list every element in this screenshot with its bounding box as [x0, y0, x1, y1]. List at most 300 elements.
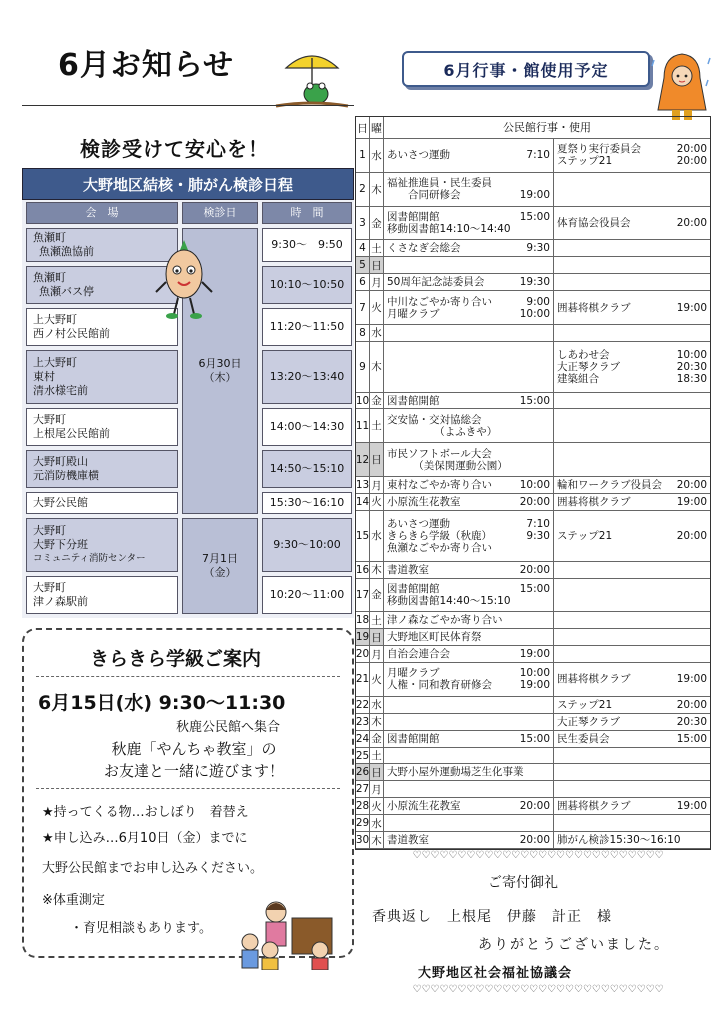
hall-usage [554, 781, 710, 797]
event-name: 囲碁将棋クラブ [557, 495, 631, 508]
event-time: 19:00 [676, 301, 707, 314]
weekday: 火 [370, 798, 384, 814]
day-number: 22 [355, 698, 370, 711]
venue-name: 魚瀬町 [33, 231, 66, 244]
class-item-consult: ・育児相談もあります。 [70, 921, 212, 936]
event-line [557, 673, 707, 685]
event-line [387, 518, 550, 530]
day-number: 16 [355, 563, 370, 576]
event-name: 囲碁将棋クラブ [557, 301, 631, 314]
event-time: 20:00 [676, 479, 707, 492]
calendar-row [356, 139, 710, 173]
weekday: 月 [370, 274, 384, 290]
weekday: 日 [370, 764, 384, 780]
day-number: 11 [356, 409, 370, 442]
event-line [557, 716, 707, 728]
table-row [26, 350, 178, 404]
event-line [557, 373, 707, 385]
class-message-line: お友達と一緒に遊びます！ [103, 762, 284, 780]
event-name: 大正琴クラブ [557, 360, 620, 373]
event-line [387, 766, 550, 778]
event-time: 15:00 [519, 394, 550, 407]
heart-border-bottom: ♡♡♡♡♡♡♡♡♡♡♡♡♡♡♡♡♡♡♡♡♡♡♡♡♡♡♡♡ [412, 984, 664, 995]
venue-name: 上大野町 [33, 356, 77, 369]
event-line [387, 395, 550, 407]
venue-detail: 大野下分班 [33, 538, 88, 551]
calendar-row [356, 325, 710, 342]
event-time: 20:00 [519, 834, 550, 847]
class-item-weight: ※体重測定 [42, 893, 105, 908]
event-name: 肺がん検診15:30〜16:10 [557, 834, 681, 847]
event-time: 20:30 [676, 715, 707, 728]
header-weekday: 曜 [370, 117, 384, 138]
event-name: 移動図書館14:10〜14:40 [387, 223, 511, 235]
event-time [546, 460, 550, 472]
event-time: 20:00 [676, 217, 707, 229]
class-message [64, 738, 324, 782]
event-line [387, 211, 550, 223]
day-number: 28 [355, 800, 370, 813]
event-time: 18:30 [676, 372, 707, 385]
weekday: 水 [370, 815, 384, 831]
event-time: 20:00 [676, 698, 707, 711]
event-name: ステップ21 [557, 155, 613, 168]
hall-events [384, 612, 554, 628]
weekday: 土 [370, 748, 384, 764]
day-number: 2 [356, 173, 370, 206]
calendar-row [356, 257, 710, 274]
hall-usage [554, 646, 710, 662]
mascot-character-icon [152, 238, 216, 320]
event-line [387, 308, 550, 320]
event-time [546, 766, 550, 778]
hall-events [384, 646, 554, 662]
calendar-row [356, 274, 710, 291]
event-name: 月曜クラブ [387, 307, 440, 320]
hall-events [384, 731, 554, 747]
event-name: 市民ソフトボール大会 [387, 447, 492, 460]
day-number: 6 [356, 274, 370, 290]
hall-events [384, 781, 554, 797]
header-events: 公民館行事・使用 [503, 120, 591, 134]
event-time: 20:00 [519, 563, 550, 576]
calendar-row [356, 173, 710, 207]
event-time: 20:30 [676, 360, 707, 373]
event-name: 図書館開館 [387, 394, 440, 407]
day-number: 24 [355, 732, 370, 745]
hall-usage [554, 748, 710, 764]
calendar-row [356, 798, 710, 815]
raincoat-child-icon [650, 50, 714, 122]
event-time [546, 614, 550, 626]
weekday: 日 [370, 629, 384, 645]
schedule-title: 大野地区結核・肺がん検診日程 [22, 168, 354, 200]
venue-detail: 東村 [33, 370, 55, 383]
weekday: 土 [370, 240, 384, 256]
hall-events [384, 764, 554, 780]
calendar-row [356, 443, 710, 477]
class-title: きらきら学級ご案内 [90, 648, 262, 670]
event-name: 移動図書館14:40〜15:10 [387, 594, 511, 607]
hall-usage [554, 511, 710, 561]
hall-events [384, 291, 554, 324]
day-number: 18 [355, 614, 370, 627]
event-name: 小原流生花教室 [387, 495, 461, 508]
event-line [387, 276, 550, 288]
weekday: 金 [370, 393, 384, 409]
event-name: きらきら学級（秋鹿） [387, 529, 492, 542]
event-time: 15:00 [519, 732, 550, 745]
time-cell: 10:20〜11:00 [262, 576, 352, 614]
event-line [387, 614, 550, 626]
event-line [557, 496, 707, 508]
hall-usage [554, 663, 710, 696]
calendar-row [356, 291, 710, 325]
event-line [387, 648, 550, 660]
class-item-bring: ★持ってくる物…おしぼり 着替え [42, 805, 249, 820]
event-time: 19:00 [519, 189, 550, 202]
event-time [546, 631, 550, 643]
event-time: 20:00 [519, 495, 550, 508]
header-time: 時 間 [262, 202, 352, 224]
event-time: 19:00 [676, 800, 707, 813]
event-name: 囲碁将棋クラブ [557, 800, 631, 813]
event-time: 15:00 [676, 732, 707, 745]
hall-events [384, 562, 554, 578]
event-time [546, 595, 550, 607]
calendar-row [356, 629, 710, 646]
hall-usage [554, 342, 710, 392]
event-line [387, 414, 550, 426]
day-number: 13 [355, 479, 370, 492]
event-line [387, 448, 550, 460]
date-day: 7月1日 [202, 552, 238, 565]
venue-name: 大野町 [33, 581, 66, 594]
event-time: 7:10 [526, 149, 550, 162]
event-time: 15:00 [519, 582, 550, 595]
venue-detail: 西ノ村公民館前 [33, 327, 110, 340]
dashed-divider [36, 788, 340, 789]
venue-name: 魚瀬町 [33, 271, 66, 284]
event-line [387, 530, 550, 542]
day-number: 19 [355, 631, 370, 644]
hall-usage [554, 731, 710, 747]
weekday: 土 [370, 612, 384, 628]
event-line [387, 542, 550, 554]
event-time [546, 223, 550, 235]
event-time: 19:00 [676, 673, 707, 686]
events-calendar [355, 116, 711, 850]
venue-name: 大野公民館 [33, 496, 88, 509]
day-number: 17 [356, 579, 370, 612]
weekday: 月 [370, 646, 384, 662]
event-name: 小原流生花教室 [387, 800, 461, 813]
event-time [546, 542, 550, 554]
event-name: 囲碁将棋クラブ [557, 673, 631, 686]
event-name: 自治会連合会 [387, 648, 450, 661]
hall-usage [554, 697, 710, 713]
date-weekday: （木） [203, 371, 237, 384]
day-number: 1 [356, 139, 370, 172]
calendar-row [356, 409, 710, 443]
calendar-row [356, 781, 710, 798]
calendar-row [356, 494, 710, 511]
title-divider [22, 105, 354, 106]
hall-usage [554, 562, 710, 578]
hall-events [384, 393, 554, 409]
event-line [387, 177, 550, 189]
event-line [557, 349, 707, 361]
calendar-row [356, 748, 710, 765]
calendar-row [356, 511, 710, 562]
event-time [546, 448, 550, 460]
event-name: 人権・同和教育研修会 [387, 679, 492, 692]
venue-name: 大野町殿山 [33, 455, 88, 468]
event-name: くさなぎ会総会 [387, 242, 461, 255]
event-line [557, 479, 707, 491]
event-time: 19:00 [519, 679, 550, 692]
event-time: 15:00 [519, 211, 550, 223]
event-name: 50周年記念誌委員会 [387, 276, 485, 289]
hall-usage [554, 443, 710, 476]
hall-usage [554, 291, 710, 324]
calendar-header [356, 117, 710, 139]
hall-events [384, 443, 554, 476]
venue-detail: 清水様宅前 [33, 384, 88, 397]
event-name: 書道教室 [387, 834, 429, 847]
venue-name: 大野町 [33, 413, 66, 426]
table-row [26, 518, 178, 572]
hall-usage [554, 274, 710, 290]
hall-events [384, 629, 554, 645]
venue-name: 大野町 [33, 524, 66, 537]
event-time: 9:30 [526, 242, 550, 255]
event-name: あいさつ運動 [387, 149, 450, 162]
venue-detail: 魚瀬漁協前 [39, 245, 94, 258]
hall-usage [554, 494, 710, 510]
calendar-row [356, 342, 710, 393]
event-line [557, 800, 707, 812]
hall-usage [554, 257, 710, 273]
hall-usage [554, 832, 710, 848]
venue-detail: コミュニティ消防センター [33, 553, 146, 564]
event-name: （よふきや） [387, 425, 498, 438]
dashed-divider [36, 676, 340, 677]
weekday: 火 [370, 494, 384, 510]
event-name: 図書館開館 [387, 211, 440, 223]
hall-events [384, 477, 554, 493]
event-line [387, 426, 550, 438]
class-item-apply-place: 大野公民館までお申し込みください。 [42, 861, 264, 876]
class-location: 秋鹿公民館へ集合 [176, 720, 281, 735]
hall-events [384, 663, 554, 696]
hall-events [384, 697, 554, 713]
time-cell: 11:20〜11:50 [262, 308, 352, 346]
thanks-message: ありがとうございました。 [478, 937, 670, 953]
hall-usage [554, 207, 710, 240]
day-number: 8 [356, 325, 370, 341]
event-line [387, 631, 550, 643]
weekday: 火 [370, 291, 384, 324]
event-name: 月曜クラブ [387, 667, 440, 680]
day-number: 26 [355, 766, 370, 779]
event-line [557, 733, 707, 745]
weekday: 木 [370, 714, 384, 730]
day-number: 14 [355, 495, 370, 508]
calendar-row [356, 562, 710, 579]
event-name: 津ノ森なごやか寄り合い [387, 614, 503, 627]
hall-events [384, 342, 554, 392]
event-name: 東村なごやか寄り合い [387, 479, 492, 492]
weekday: 水 [370, 325, 384, 341]
hall-usage [554, 240, 710, 256]
event-line [387, 834, 550, 846]
event-name: 中川なごやか寄り合い [387, 295, 492, 308]
day-number: 12 [356, 443, 370, 476]
weekday: 月 [370, 477, 384, 493]
time-cell: 9:30〜 9:50 [262, 228, 352, 262]
hall-usage [554, 798, 710, 814]
venue-detail: 上根尾公民館前 [33, 427, 110, 440]
event-time: 20:00 [676, 143, 707, 156]
time-cell: 9:30〜10:00 [262, 518, 352, 572]
weekday: 火 [370, 663, 384, 696]
hall-usage [554, 409, 710, 442]
weekday: 水 [370, 511, 384, 561]
event-time: 19:30 [519, 276, 550, 289]
time-cell: 13:20〜13:40 [262, 350, 352, 404]
event-time: 9:30 [526, 529, 550, 542]
date-day: 6月30日 [198, 357, 242, 370]
hall-events [384, 579, 554, 612]
day-number: 27 [355, 783, 370, 796]
hall-events [384, 173, 554, 206]
event-time: 19:00 [519, 648, 550, 661]
calendar-row [356, 832, 710, 849]
page-title: 6月お知らせ [58, 48, 234, 83]
day-number: 9 [356, 342, 370, 392]
event-name: 夏祭り実行委員会 [557, 143, 641, 156]
weekday: 金 [370, 579, 384, 612]
event-line [387, 189, 550, 201]
event-line [557, 530, 707, 542]
day-number: 30 [355, 834, 370, 847]
class-datetime: 6月15日(水) 9:30〜11:30 [38, 692, 286, 714]
calendar-row [356, 815, 710, 832]
event-line [387, 479, 550, 491]
event-line [387, 460, 550, 472]
event-line [387, 595, 550, 607]
thanks-organization: 大野地区社会福祉協議会 [418, 966, 573, 981]
event-time: 20:00 [676, 529, 707, 542]
event-name: 福祉推進員・民生委員 [387, 177, 492, 190]
calendar-row [356, 579, 710, 613]
events-title: 6月行事・館使用予定 [402, 51, 650, 87]
day-number: 21 [356, 663, 370, 696]
event-time [703, 834, 707, 846]
event-name: 魚瀬なごやか寄り合い [387, 541, 492, 554]
day-number: 20 [355, 648, 370, 661]
event-name: しあわせ会 [557, 348, 610, 361]
venue-name: 上大野町 [33, 313, 77, 326]
venue-detail: 魚瀬バス停 [39, 285, 94, 298]
hall-events [384, 832, 554, 848]
time-cell: 15:30〜16:10 [262, 492, 352, 514]
checkup-subtitle: 検診受けて安心を！ [80, 137, 269, 161]
weekday: 土 [370, 409, 384, 442]
table-row [26, 450, 178, 488]
hall-events [384, 139, 554, 172]
event-line [387, 800, 550, 812]
calendar-row [356, 697, 710, 714]
calendar-row [356, 663, 710, 697]
table-row [26, 492, 178, 514]
event-time: 20:00 [519, 800, 550, 813]
day-number: 7 [356, 291, 370, 324]
calendar-row [356, 714, 710, 731]
weekday: 日 [370, 443, 384, 476]
hall-events [384, 325, 554, 341]
hall-events [384, 207, 554, 240]
hall-events [384, 714, 554, 730]
day-number: 25 [355, 749, 370, 762]
calendar-row [356, 731, 710, 748]
venue-detail: 津ノ森駅前 [33, 595, 88, 608]
calendar-row [356, 393, 710, 410]
weekday: 木 [370, 562, 384, 578]
event-name: 建築組合 [557, 372, 599, 385]
event-name: 民生委員会 [557, 732, 610, 745]
event-time: 10:00 [519, 667, 550, 680]
calendar-row [356, 240, 710, 257]
event-name: ステップ21 [557, 698, 613, 711]
event-line [387, 296, 550, 308]
hall-usage [554, 477, 710, 493]
event-line [557, 699, 707, 711]
header-date: 検診日 [182, 202, 258, 224]
heart-border-top: ♡♡♡♡♡♡♡♡♡♡♡♡♡♡♡♡♡♡♡♡♡♡♡♡♡♡♡♡ [412, 850, 664, 861]
event-time: 10:00 [519, 307, 550, 320]
hall-events [384, 257, 554, 273]
event-name: ステップ21 [557, 529, 613, 542]
day-number: 3 [356, 207, 370, 240]
event-time: 19:00 [676, 495, 707, 508]
table-row [26, 576, 178, 614]
event-line [557, 361, 707, 373]
event-name: 輪和ワークラブ役員会 [557, 479, 662, 492]
weekday: 木 [370, 342, 384, 392]
event-time: 7:10 [526, 517, 550, 530]
weekday: 金 [370, 207, 384, 240]
hall-events [384, 798, 554, 814]
event-time: 10:00 [676, 348, 707, 361]
calendar-row [356, 207, 710, 241]
hall-events [384, 274, 554, 290]
event-name: （美保関運動公園） [387, 459, 508, 472]
event-name: 大正琴クラブ [557, 715, 620, 728]
hall-usage [554, 612, 710, 628]
event-name: 交安協・交対協総会 [387, 413, 482, 426]
event-time: 20:00 [676, 155, 707, 168]
event-name: 図書館開館 [387, 582, 440, 595]
event-line [387, 223, 550, 235]
thanks-title: ご寄付御礼 [488, 875, 558, 891]
day-number: 23 [355, 715, 370, 728]
date-cell-july1 [182, 518, 258, 614]
header-day: 日 [356, 117, 370, 138]
calendar-row [356, 646, 710, 663]
weekday: 金 [370, 731, 384, 747]
